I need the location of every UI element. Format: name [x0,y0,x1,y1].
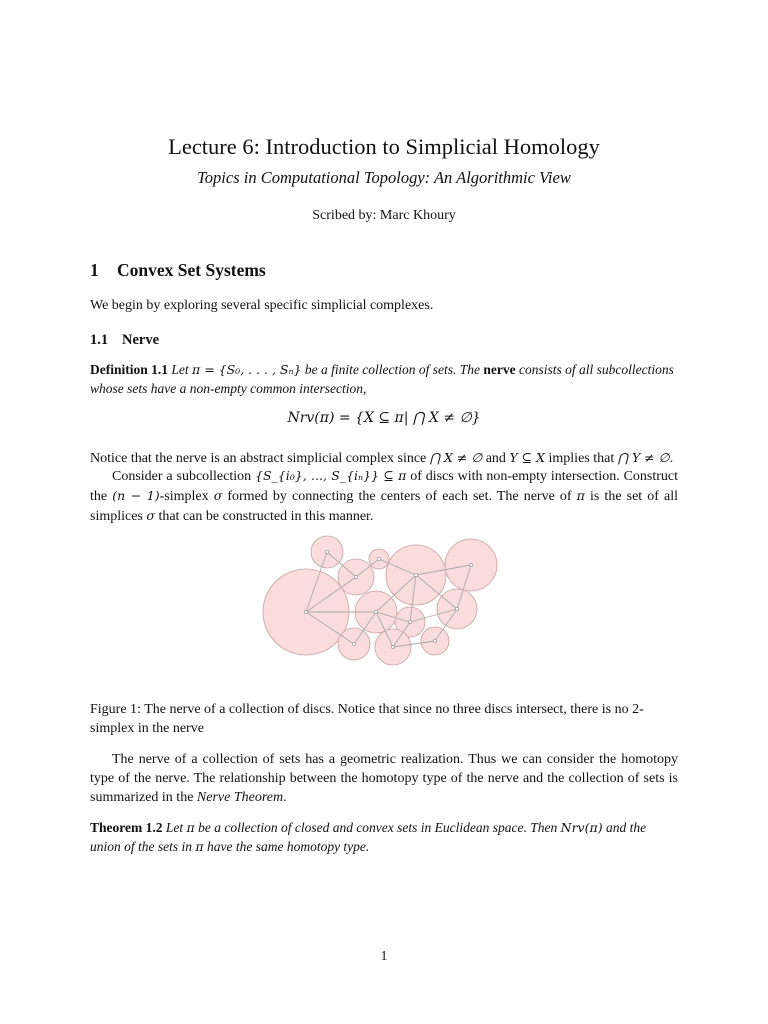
para2-text-f: that can be constructed in this manner. [158,509,374,525]
theorem-math-a: π [186,820,195,835]
subsection-number: 1.1 [90,332,109,348]
nerve-equation-math: Nrv(π) = {X ⊆ π| ⋂ X ≠ ∅} [287,410,481,426]
subsection-title: Nerve [122,332,160,348]
para1-math-c: ⋂ Y ≠ ∅. [617,450,674,465]
definition-block [90,360,678,398]
section-title: Convex Set Systems [117,260,266,280]
para1-text-b: and [485,451,506,466]
definition-text-a: Let [171,362,189,377]
section-number: 1 [90,260,99,280]
para1-math-b: Y ⊆ X [509,450,546,465]
section-heading [90,260,266,281]
para2-math-d: π [576,488,585,504]
subsection-heading [90,332,159,349]
intro-paragraph: We begin by exploring several specific simplicial complexes. [90,298,434,313]
theorem-text-c: and the union of the sets in [90,820,647,855]
disc-center-7 [374,610,377,613]
disc-center-6 [469,563,472,566]
disc-group [263,536,497,665]
para1-text-a: Notice that the nerve is an abstract simplicial complex since [90,451,427,466]
disc-center-3 [354,575,357,578]
disc-center-11 [391,645,394,648]
lecture-title: Lecture 6: Introduction to Simplicial Homology [168,134,600,159]
nerve-theorem-term: Nerve Theorem [196,790,284,806]
disc-center-10 [352,642,355,645]
theorem-text-a: Let [165,820,184,835]
theorem-math-c: π [195,839,204,855]
definition-text-b: be a finite collection of sets. The [304,362,480,377]
definition-math-a: π = {S₀, . . . , Sₙ} [192,362,302,377]
theorem-text-b: be a collection of closed and convex sets in Euclidean space. Then [198,820,558,835]
theorem-math-b: Nrv(π) [560,820,603,835]
definition-text-c: consists of all subcollections whose sets have a non-empty common intersection, [90,362,674,397]
para2-text-e: is the set of all simplices [90,489,679,525]
para3-text-b: . [283,790,287,806]
para2-text-d: formed by connecting the centers of each set. The nerve of [227,489,572,505]
para2-text-a: Consider a subcollection [112,469,252,484]
para2-math-e: σ [146,508,155,524]
scribe-line: Scribed by: Marc Khoury [312,208,456,223]
disc-center-8 [408,620,411,623]
disc-center-12 [433,639,436,642]
theorem-text-d: have the same homotopy type. [206,839,370,855]
theorem-block [90,818,678,856]
figure-caption: Figure 1: The nerve of a collection of discs. Notice that since no three discs intersect, there is no 2-simplex in the nerve [90,702,644,737]
disc-center-1 [304,610,307,613]
nerve-paragraph-3 [90,750,678,808]
lecture-subtitle: Topics in Computational Topology: An Algorithmic View [197,168,571,187]
definition-label: Definition 1.1 [90,362,169,377]
para2-text-c: -simplex [159,489,209,505]
theorem-label: Theorem 1.2 [90,820,163,835]
page-number: 1 [380,948,388,963]
para1-text-c: implies that [548,451,615,466]
para2-math-c: σ [213,488,223,504]
nerve-equation [0,410,768,427]
definition-term: nerve [483,362,516,377]
nerve-paragraph-2 [90,466,678,527]
nerve-figure [262,534,502,666]
para2-math-b: (n − 1) [112,488,160,504]
disc-center-5 [414,573,417,576]
disc-center-9 [455,607,458,610]
para3-text-a: The nerve of a collection of sets has a geometric realization. Thus we can consider the homotopy type of the nerve. The relationship between the homotopy type of the nerve and the collection of sets is summarized in the [90,752,678,806]
disc-center-4 [377,557,380,560]
para1-math-a: ⋂ X ≠ ∅ [429,450,483,465]
para2-math-a: {S_{i₀}, ..., S_{iₙ}} ⊆ π [255,468,407,483]
disc-center-2 [325,550,328,553]
para2-text-b: of discs with non-empty intersection. Construct the [90,469,679,505]
